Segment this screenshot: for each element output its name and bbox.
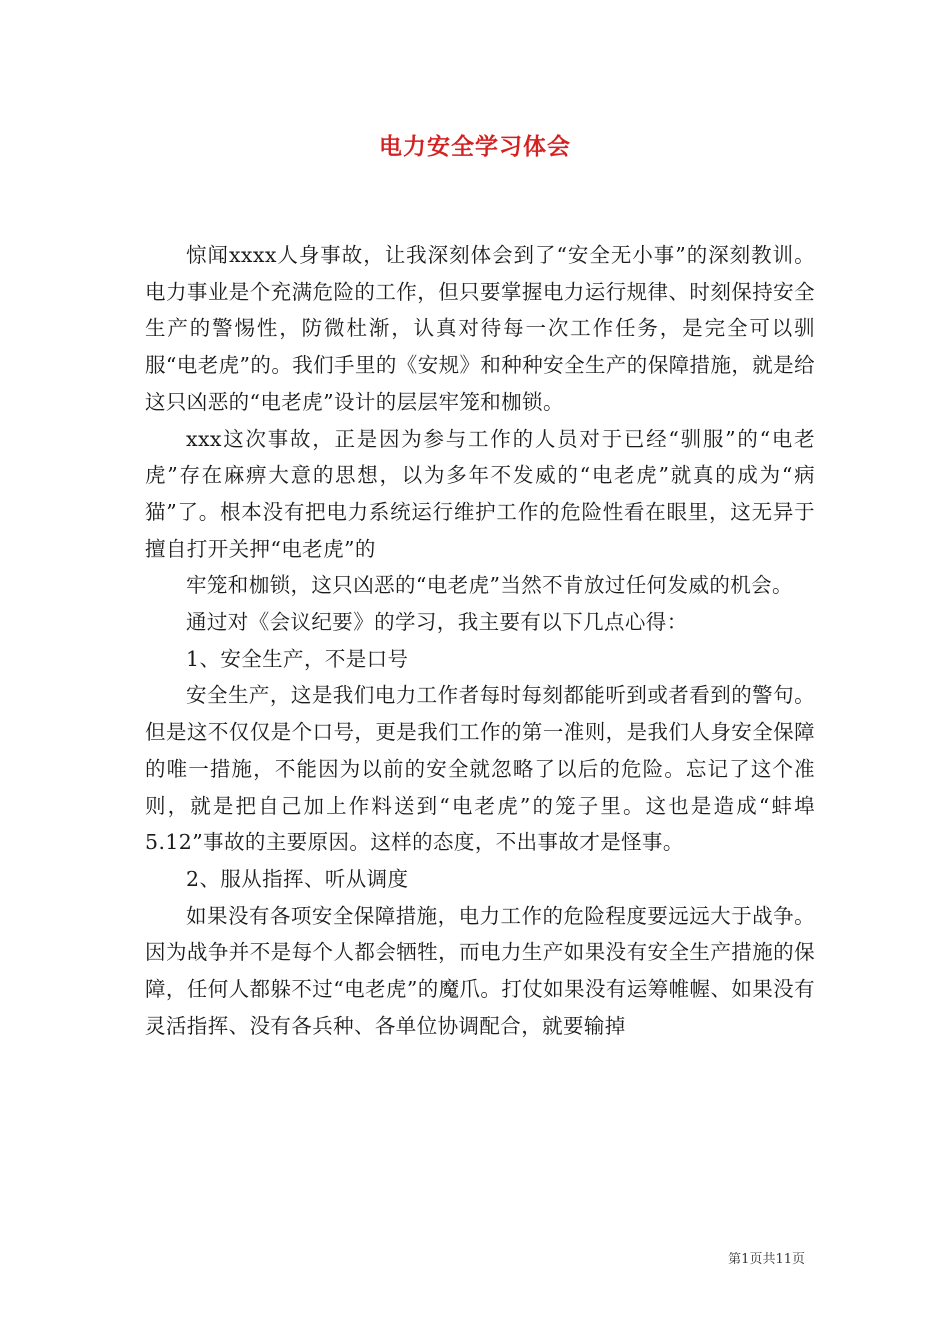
- paragraph: 通过对《会议纪要》的学习，我主要有以下几点心得：: [186, 610, 688, 635]
- paragraph: 惊闻xxxx人身事故，让我深刻体会到了“安全无小事”的深刻教训。电力事业是个充满危险的工作，但只要掌握电力运行规律、时刻保持安全生产的警惕性，防微杜渐，认真对待每一次工作任务，是完全可以驯服“电老虎”的。我们手里的《安规》和种种安全生产的保障措施，就是给这只凶恶的“电老虎”设计的层层牢笼和枷锁。: [145, 243, 815, 414]
- section-heading: 1、安全生产，不是口号: [186, 646, 409, 671]
- document-body: [145, 237, 815, 1044]
- document-title: 电力安全学习体会: [379, 133, 571, 160]
- paragraph: 牢笼和枷锁，这只凶恶的“电老虎”当然不肯放过任何发威的机会。: [186, 573, 793, 598]
- paragraph: xxx这次事故，正是因为参与工作的人员对于已经“驯服”的“电老虎”存在麻痹大意的思想，以为多年不发威的“电老虎”就真的成为“病猫”了。根本没有把电力系统运行维护工作的危险性看在眼里，这无异于擅自打开关押“电老虎”的: [145, 426, 815, 561]
- paragraph: 安全生产，这是我们电力工作者每时每刻都能听到或者看到的警句。但是这不仅仅是个口号，更是我们工作的第一准则，是我们人身安全保障的唯一措施，不能因为以前的安全就忽略了以后的危险。忘记了这个准则，就是把自己加上作料送到“电老虎”的笼子里。这也是造成“蚌埠5.12”事故的主要原因。这样的态度，不出事故才是怪事。: [145, 683, 815, 855]
- paragraph: 如果没有各项安全保障措施，电力工作的危险程度要远远大于战争。因为战争并不是每个人都会牺牲，而电力生产如果没有安全生产措施的保障，任何人都躲不过“电老虎”的魔爪。打仗如果没有运筹帷幄、如果没有灵活指挥、没有各兵种、各单位协调配合，就要输掉: [145, 903, 815, 1038]
- section-heading: 2、服从指挥、听从调度: [186, 866, 409, 891]
- page-number-footer: 第1页共11页: [728, 1252, 805, 1267]
